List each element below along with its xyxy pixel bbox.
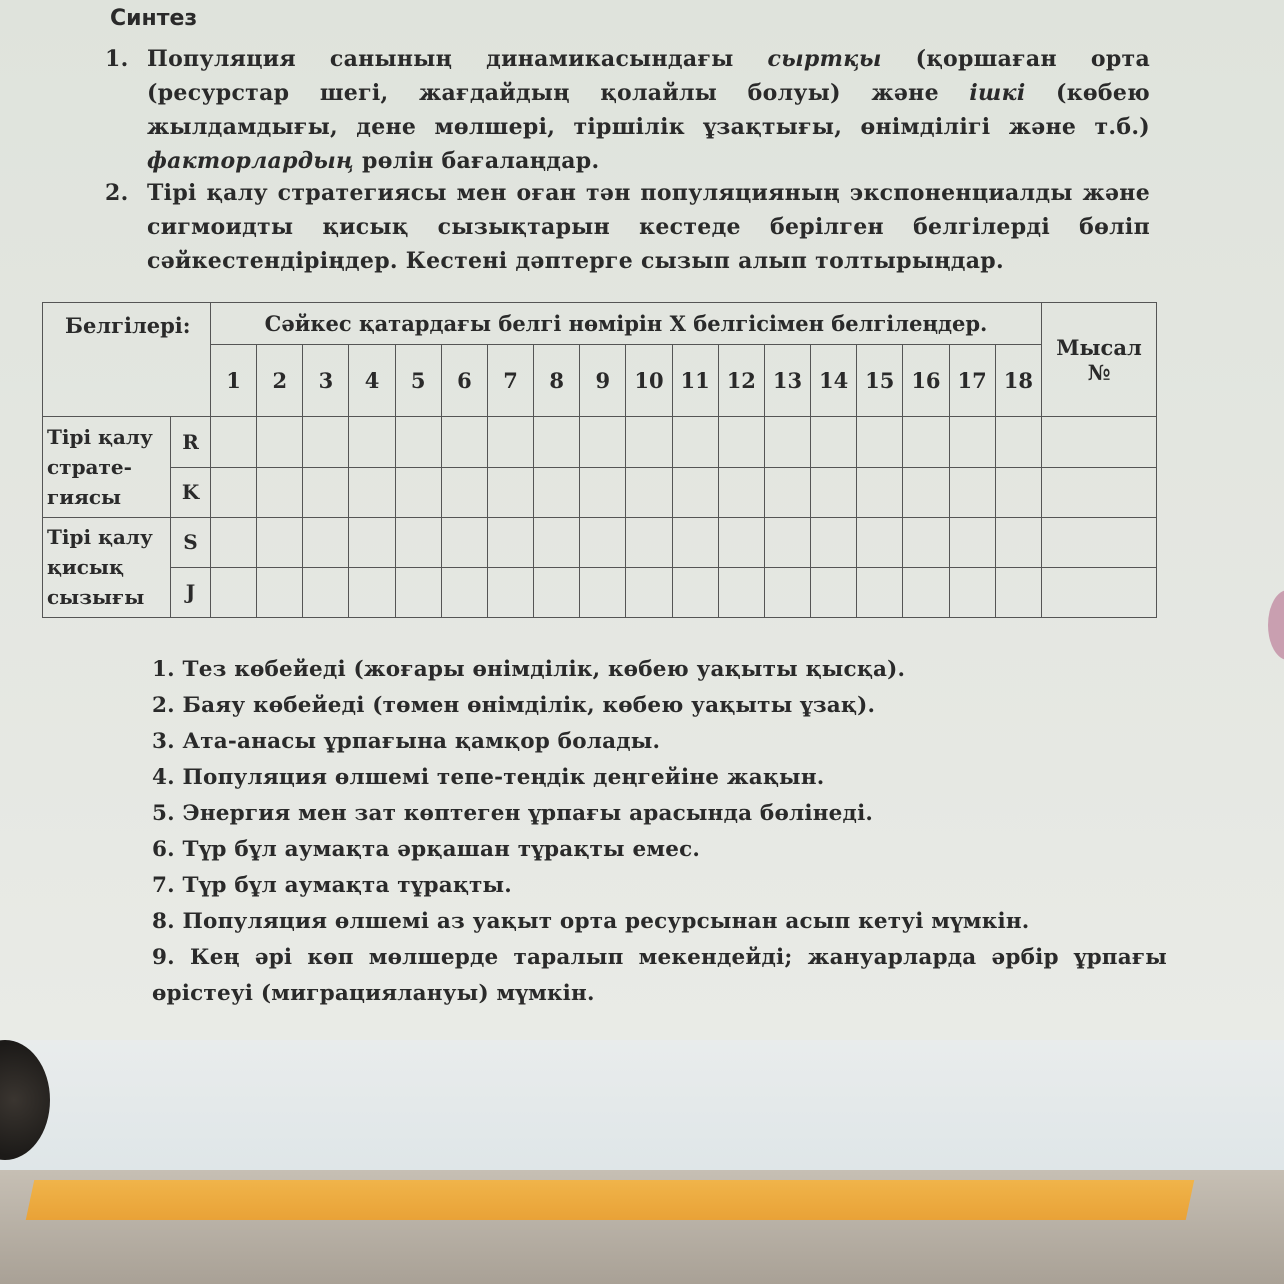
empty-cell[interactable]	[487, 417, 533, 467]
empty-cell[interactable]	[718, 467, 764, 517]
empty-cell[interactable]	[811, 417, 857, 467]
list-item: 9. Кең әрі көп мөлшерде таралып мекендейді; жануарларда әрбір ұрпағы өрістеуі (миграциялануы) мүмкін.	[152, 945, 1167, 1006]
number-header-cell: 5	[395, 345, 441, 417]
empty-cell[interactable]	[211, 567, 257, 617]
empty-cell[interactable]	[811, 567, 857, 617]
empty-cell[interactable]	[811, 467, 857, 517]
number-header-cell: 11	[672, 345, 718, 417]
empty-cell[interactable]	[764, 467, 810, 517]
list-item: 2. Баяу көбейеді (төмен өнімділік, көбею уақыты ұзақ).	[152, 693, 876, 718]
matching-table	[42, 302, 1157, 618]
empty-cell[interactable]	[349, 467, 395, 517]
empty-cell[interactable]	[441, 467, 487, 517]
table-row	[43, 467, 1157, 517]
empty-cell[interactable]	[441, 417, 487, 467]
number-header-cell: 18	[995, 345, 1041, 417]
number-header-cell: 1	[211, 345, 257, 417]
empty-cell[interactable]	[395, 567, 441, 617]
list-item: 7. Түр бұл аумақта тұрақты.	[152, 873, 512, 898]
empty-cell[interactable]	[672, 417, 718, 467]
task-1	[105, 42, 1150, 178]
empty-cell[interactable]	[1042, 467, 1157, 517]
empty-cell[interactable]	[487, 467, 533, 517]
task-text: Тірі қалу стратегиясы мен оған тән популяцияның экспоненциалды және сигмоидты қисық сызықтарын кестеде берілген белгілерді бөліп сәйкестендіріңдер. Кестені дәптерге сызып алып толтырыңдар.	[147, 180, 1150, 274]
empty-cell[interactable]	[349, 417, 395, 467]
empty-cell[interactable]	[441, 517, 487, 567]
number-header-cell: 3	[303, 345, 349, 417]
number-header-cell: 8	[534, 345, 580, 417]
number-header-cell: 16	[903, 345, 949, 417]
section-heading: Синтез	[110, 6, 198, 31]
empty-cell[interactable]	[718, 567, 764, 617]
empty-cell[interactable]	[949, 517, 995, 567]
group-label-strategy: Тірі қалу страте-гиясы	[43, 417, 171, 517]
number-header-cell: 17	[949, 345, 995, 417]
empty-cell[interactable]	[349, 517, 395, 567]
empty-cell[interactable]	[811, 517, 857, 567]
empty-cell[interactable]	[580, 467, 626, 517]
empty-cell[interactable]	[857, 467, 903, 517]
empty-cell[interactable]	[672, 467, 718, 517]
list-item: 6. Түр бұл аумақта әрқашан тұрақты емес.	[152, 837, 701, 862]
empty-cell[interactable]	[995, 467, 1041, 517]
row-code: R	[171, 417, 211, 467]
empty-cell[interactable]	[257, 467, 303, 517]
number-header-cell: 15	[857, 345, 903, 417]
empty-cell[interactable]	[534, 517, 580, 567]
empty-cell[interactable]	[764, 517, 810, 567]
list-item: 8. Популяция өлшемі аз уақыт орта ресурсынан асып кетуі мүмкін.	[152, 909, 1030, 934]
table-row	[43, 567, 1157, 617]
row-code: K	[171, 467, 211, 517]
empty-cell[interactable]	[534, 567, 580, 617]
number-header-cell: 10	[626, 345, 672, 417]
table-row	[43, 417, 1157, 467]
table-header-title: Сәйкес қатардағы белгі нөмірін Х белгісімен белгілеңдер.	[211, 303, 1042, 345]
task-text: Популяция санының динамикасындағы сыртқы (қоршаған орта (ресурстар шегі, жағдайдың қолайлы болуы) және ішкі (көбею жылдамдығы, дене мөлшері, тіршілік ұзақтығы, өнімділігі және т.б.) факторлардың рөлін бағалаңдар.	[147, 46, 1150, 174]
number-header-cell: 7	[487, 345, 533, 417]
empty-cell[interactable]	[949, 567, 995, 617]
empty-cell[interactable]	[395, 467, 441, 517]
empty-cell[interactable]	[211, 467, 257, 517]
empty-cell[interactable]	[395, 417, 441, 467]
example-column-header: Мысал №	[1042, 303, 1157, 417]
list-item: 1. Тез көбейеді (жоғары өнімділік, көбею уақыты қысқа).	[152, 657, 906, 682]
empty-cell[interactable]	[487, 567, 533, 617]
number-header-cell: 4	[349, 345, 395, 417]
empty-cell[interactable]	[626, 417, 672, 467]
empty-cell[interactable]	[257, 567, 303, 617]
empty-cell[interactable]	[580, 567, 626, 617]
table-header-label: Белгілері:	[43, 303, 211, 417]
page-bottom-margin	[0, 1040, 1284, 1170]
empty-cell[interactable]	[487, 517, 533, 567]
empty-cell[interactable]	[257, 417, 303, 467]
empty-cell[interactable]	[395, 517, 441, 567]
book-cover-edge	[26, 1180, 1195, 1220]
empty-cell[interactable]	[303, 417, 349, 467]
number-header-cell: 14	[811, 345, 857, 417]
empty-cell[interactable]	[995, 567, 1041, 617]
task-number: 1.	[105, 46, 129, 72]
empty-cell[interactable]	[995, 417, 1041, 467]
row-code: J	[171, 567, 211, 617]
table-row	[43, 517, 1157, 567]
empty-cell[interactable]	[1042, 517, 1157, 567]
number-header-cell: 12	[718, 345, 764, 417]
task-2	[105, 176, 1150, 278]
empty-cell[interactable]	[949, 417, 995, 467]
empty-cell[interactable]	[857, 567, 903, 617]
list-item: 3. Ата-анасы ұрпағына қамқор болады.	[152, 729, 661, 754]
empty-cell[interactable]	[903, 517, 949, 567]
list-item: 5. Энергия мен зат көптеген ұрпағы арасында бөлінеді.	[152, 801, 874, 826]
task-number: 2.	[105, 180, 129, 206]
empty-cell[interactable]	[257, 517, 303, 567]
empty-cell[interactable]	[1042, 417, 1157, 467]
empty-cell[interactable]	[303, 517, 349, 567]
empty-cell[interactable]	[903, 417, 949, 467]
number-header-cell: 6	[441, 345, 487, 417]
empty-cell[interactable]	[211, 517, 257, 567]
group-label-curve: Тірі қалу қисық сызығы	[43, 517, 171, 617]
empty-cell[interactable]	[949, 467, 995, 517]
empty-cell[interactable]	[718, 517, 764, 567]
number-header-cell: 2	[257, 345, 303, 417]
empty-cell[interactable]	[626, 467, 672, 517]
empty-cell[interactable]	[718, 417, 764, 467]
empty-cell[interactable]	[857, 417, 903, 467]
empty-cell[interactable]	[764, 417, 810, 467]
feature-list	[152, 652, 1167, 1012]
empty-cell[interactable]	[534, 417, 580, 467]
number-header-cell: 9	[580, 345, 626, 417]
empty-cell[interactable]	[995, 517, 1041, 567]
empty-cell[interactable]	[903, 467, 949, 517]
empty-cell[interactable]	[349, 567, 395, 617]
empty-cell[interactable]	[672, 567, 718, 617]
empty-cell[interactable]	[1042, 567, 1157, 617]
empty-cell[interactable]	[580, 417, 626, 467]
empty-cell[interactable]	[626, 517, 672, 567]
number-row	[43, 345, 1157, 417]
empty-cell[interactable]	[626, 567, 672, 617]
empty-cell[interactable]	[903, 567, 949, 617]
list-item: 4. Популяция өлшемі тепе-теңдік деңгейіне жақын.	[152, 765, 825, 790]
empty-cell[interactable]	[211, 417, 257, 467]
empty-cell[interactable]	[303, 567, 349, 617]
number-header-cell: 13	[764, 345, 810, 417]
empty-cell[interactable]	[580, 517, 626, 567]
empty-cell[interactable]	[303, 467, 349, 517]
empty-cell[interactable]	[857, 517, 903, 567]
empty-cell[interactable]	[764, 567, 810, 617]
empty-cell[interactable]	[441, 567, 487, 617]
empty-cell[interactable]	[534, 467, 580, 517]
empty-cell[interactable]	[672, 517, 718, 567]
row-code: S	[171, 517, 211, 567]
